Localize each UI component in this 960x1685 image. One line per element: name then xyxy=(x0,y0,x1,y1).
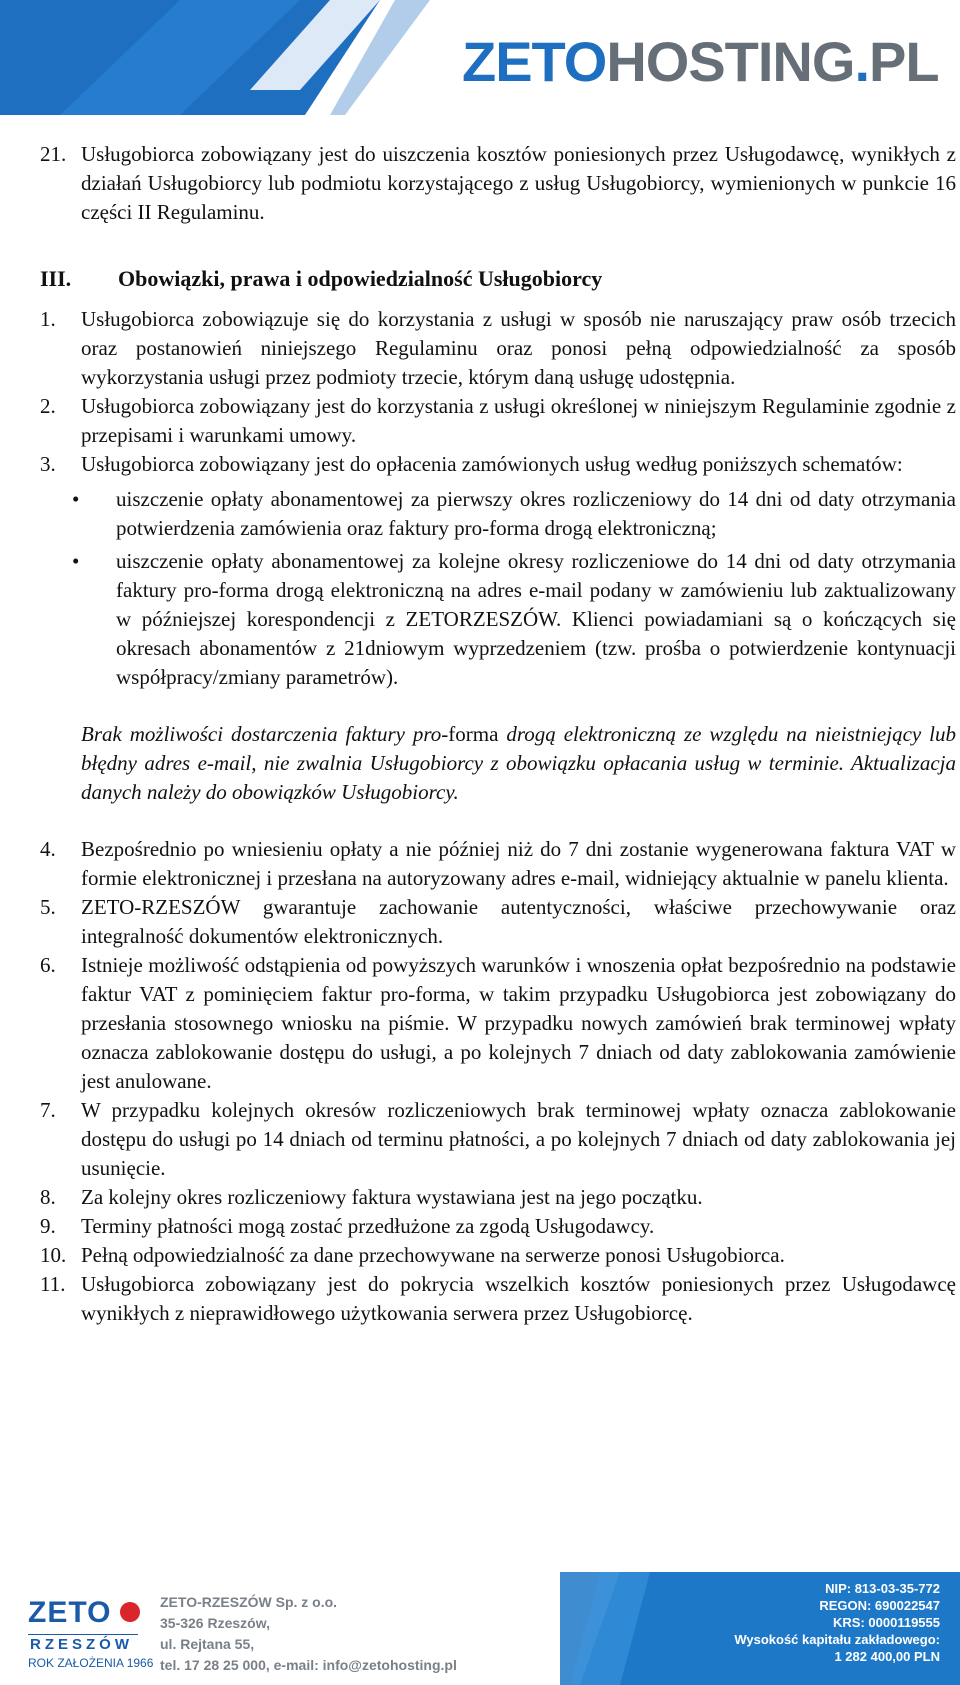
address-line: ZETO-RZESZÓW Sp. z o.o. xyxy=(160,1594,338,1610)
clause-text: Usługobiorca zobowiązany jest do korzystania z usługi określonej w niniejszym Regulaminie zgodnie z przepisami i warunkami umowy. xyxy=(81,394,956,447)
clause-text: Usługobiorca zobowiązany jest do opłacenia zamówionych usług według poniższych schematów: xyxy=(81,452,903,476)
clause-number: 21. xyxy=(40,142,67,166)
logo-pl-text: PL xyxy=(869,30,939,93)
clause-6 xyxy=(40,951,956,1096)
clause-7 xyxy=(40,1096,956,1183)
note-text-c: drogą elektroniczną ze względu na nieistniejący lub błędny adres e-mail, nie zwalnia Usługobiorcy z obowiązku opłacania usług w terminie. Aktualizacja danych należy do obowiązków Usługobiorcy. xyxy=(81,722,956,804)
page-footer xyxy=(0,1572,960,1685)
clause-8 xyxy=(40,1183,956,1212)
registry-line: KRS: 0000119555 xyxy=(833,1615,940,1630)
section-number: III. xyxy=(40,266,72,291)
zetohosting-logo xyxy=(462,32,939,92)
registry-line: 1 282 400,00 PLN xyxy=(834,1649,940,1664)
registry-line: Wysokość kapitału zakładowego: xyxy=(734,1632,940,1647)
clause-number: 9. xyxy=(40,1214,56,1238)
clause-text: Usługobiorca zobowiązany jest do pokrycia wszelkich kosztów poniesionych przez Usługodawcę wynikłych z nieprawidłowego użytkowania serwera przez Usługobiorcę. xyxy=(81,1272,956,1325)
logo-zeto-text: ZETO xyxy=(462,30,607,93)
clause-21 xyxy=(40,140,956,227)
clause-number: 11. xyxy=(40,1272,66,1296)
bullet-item xyxy=(40,547,956,692)
logo-dot: . xyxy=(854,30,869,93)
clause-number: 5. xyxy=(40,895,56,919)
section-heading xyxy=(40,264,956,293)
page-header xyxy=(0,0,960,115)
clause-10 xyxy=(40,1241,956,1270)
logo-hosting-text: HOSTING xyxy=(606,30,855,93)
clause-number: 4. xyxy=(40,837,56,861)
clause-text: Istnieje możliwość odstąpienia od powyższych warunków i wnoszenia opłat bezpośrednio na podstawie faktur VAT z pominięciem faktur pro-forma, w takim przypadku Usługobiorca jest zobowiązany do przesłania stosownego wniosku na piśmie. W przypadku nowych zamówień brak terminowej wpłaty oznacza zablokowanie dostępu do usługi, a po kolejnych 7 dniach od daty zablokowania zamówienie jest anulowane. xyxy=(81,953,956,1093)
clause-text: Usługobiorca zobowiązuje się do korzystania z usługi w sposób nie naruszający praw osób trzecich oraz postanowień niniejszego Regulaminu oraz ponosi pełną odpowiedzialność za sposób wykorzystania usługi przez podmioty trzecie, którym daną usługę udostępnia. xyxy=(81,307,956,389)
company-address xyxy=(160,1592,457,1676)
bullet-icon: • xyxy=(72,549,80,573)
clause-text: Usługobiorca zobowiązany jest do uiszczenia kosztów poniesionych przez Usługodawcę, wynikłych z działań Usługobiorcy lub podmiotu korzystającego z usług Usługobiorcy, wymienionych w punkcie 16 części II Regulaminu. xyxy=(81,142,956,224)
registry-info xyxy=(560,1580,940,1665)
bullet-item xyxy=(40,485,956,543)
italic-note xyxy=(40,720,956,807)
footer-logo-year: ROK ZAŁOŻENIA 1966 xyxy=(28,1656,154,1670)
footer-logo-zeto: ZETO xyxy=(28,1596,112,1629)
clause-text: W przypadku kolejnych okresów rozliczeniowych brak terminowej wpłaty oznacza zablokowanie dostępu do usługi po 14 dniach od terminu płatności, a po kolejnych 7 dniach od daty zablokowania jej usunięcie. xyxy=(81,1098,956,1180)
clause-3 xyxy=(40,450,956,479)
clause-1 xyxy=(40,305,956,392)
clause-5 xyxy=(40,893,956,951)
zeto-rzeszow-logo xyxy=(28,1596,154,1681)
address-line: tel. 17 28 25 000, e-mail: info@zetohosting.pl xyxy=(160,1657,457,1673)
clause-number: 3. xyxy=(40,452,56,476)
document-body xyxy=(40,140,956,1328)
logo-divider xyxy=(28,1634,138,1635)
clause-number: 2. xyxy=(40,394,56,418)
clause-number: 6. xyxy=(40,953,56,977)
footer-logo-rzeszow: RZESZÓW xyxy=(30,1636,133,1653)
red-circle-icon xyxy=(120,1602,140,1622)
bullet-text: uiszczenie opłaty abonamentowej za pierwszy okres rozliczeniowy do 14 dni od daty otrzymania potwierdzenia zamówienia oraz faktury pro-forma drogą elektroniczną; xyxy=(116,487,956,540)
clause-9 xyxy=(40,1212,956,1241)
clause-text: Bezpośrednio po wniesieniu opłaty a nie później niż do 7 dni zostanie wygenerowana faktura VAT w formie elektronicznej i przesłana na autoryzowany adres e-mail, widniejący aktualnie w panelu klienta. xyxy=(81,837,956,890)
clause-text: ZETO-RZESZÓW gwarantuje zachowanie autentyczności, właściwe przechowywanie oraz integralność dokumentów elektronicznych. xyxy=(81,895,956,948)
clause-number: 1. xyxy=(40,307,56,331)
bullet-icon: • xyxy=(72,487,80,511)
clause-2 xyxy=(40,392,956,450)
address-line: ul. Rejtana 55, xyxy=(160,1636,255,1652)
clause-text: Pełną odpowiedzialność za dane przechowywane na serwerze ponosi Usługobiorca. xyxy=(81,1243,785,1267)
clause-text: Terminy płatności mogą zostać przedłużone za zgodą Usługodawcy. xyxy=(81,1214,655,1238)
note-text-b: forma xyxy=(448,722,499,746)
clause-number: 10. xyxy=(40,1243,67,1267)
clause-11 xyxy=(40,1270,956,1328)
section-title: Obowiązki, prawa i odpowiedzialność Usługobiorcy xyxy=(118,266,603,291)
clause-number: 8. xyxy=(40,1185,56,1209)
clause-number: 7. xyxy=(40,1098,56,1122)
clause-text: Za kolejny okres rozliczeniowy faktura wystawiana jest na jego początku. xyxy=(81,1185,703,1209)
registry-line: REGON: 690022547 xyxy=(819,1598,940,1613)
bullet-text: uiszczenie opłaty abonamentowej za kolejne okresy rozliczeniowe do 14 dni od daty otrzymania faktury pro-forma drogą elektroniczną na adres e-mail podany w zamówieniu lub zaktualizowany w późniejszej korespondencji z ZETORZESZÓW. Klienci powiadamiani są o kończących się okresach abonamentów z 21dniowym wyprzedzeniem (tzw. prośba o potwierdzenie kontynuacji współpracy/zmiany parametrów). xyxy=(116,549,956,689)
note-text-a: Brak możliwości dostarczenia faktury pro- xyxy=(81,722,449,746)
registry-panel xyxy=(560,1572,960,1685)
clause-4 xyxy=(40,835,956,893)
registry-line: NIP: 813-03-35-772 xyxy=(825,1581,940,1596)
address-line: 35-326 Rzeszów, xyxy=(160,1615,270,1631)
